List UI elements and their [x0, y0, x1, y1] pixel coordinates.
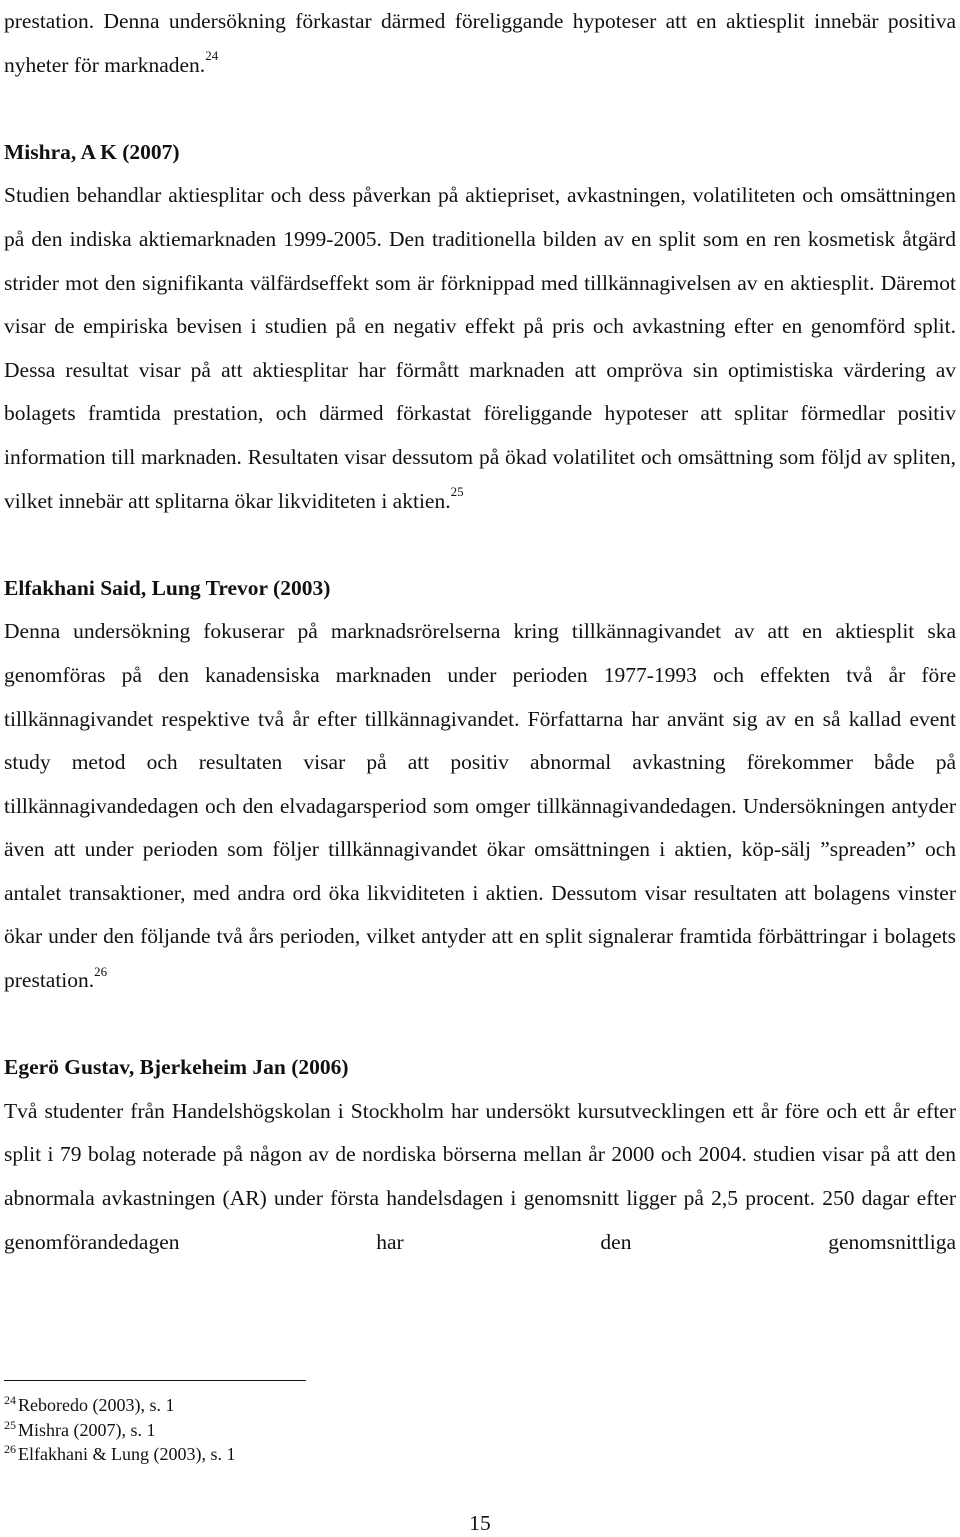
footnote-item	[4, 1442, 604, 1467]
section-heading: Elfakhani Said, Lung Trevor (2003)	[4, 575, 331, 600]
footnote-item	[4, 1393, 604, 1418]
footnote-number: 26	[4, 1442, 16, 1456]
section-paragraph	[4, 610, 956, 1002]
section-elfakhani-lung	[4, 567, 956, 1003]
footnote-ref-24: 24	[205, 48, 219, 64]
page-number: 15	[469, 1511, 491, 1535]
section-text: Två studenter från Handelshögskolan i Stockholm har undersökt kursutvecklingen ett år före och ett år efter split i 79 bolag noterade på någon av de nordiska börserna mellan år 2000 och 2004. studien visar på att den abnormala avkastningen (AR) under första handelsdagen i genomsnitt ligger på 2,5 procent. 250 dagar efter genomförandedagen har den genomsnittliga	[4, 1098, 956, 1254]
footnote-ref-25: 25	[450, 484, 464, 500]
footnote-number: 24	[4, 1393, 16, 1407]
intro-text: prestation. Denna undersökning förkastar därmed föreliggande hypoteser att en aktiesplit innebär positiva nyheter för marknaden.	[4, 9, 956, 77]
paragraph-gap	[4, 523, 956, 567]
section-mishra	[4, 131, 956, 523]
section-paragraph	[4, 1090, 956, 1264]
footnote-ref-26: 26	[94, 963, 108, 979]
footnote-text: Reboredo (2003), s. 1	[18, 1395, 175, 1415]
section-heading: Mishra, A K (2007)	[4, 139, 180, 164]
footnote-item	[4, 1418, 604, 1443]
section-paragraph	[4, 174, 956, 523]
footnote-number: 25	[4, 1417, 16, 1432]
footnote-text: Mishra (2007), s. 1	[18, 1419, 156, 1440]
intro-paragraph	[4, 0, 956, 87]
section-heading: Egerö Gustav, Bjerkeheim Jan (2006)	[4, 1055, 349, 1080]
paragraph-gap	[4, 1003, 956, 1047]
footnote-text: Elfakhani & Lung (2003), s. 1	[18, 1444, 236, 1464]
document-page	[4, 0, 956, 1264]
section-text: Denna undersökning fokuserar på marknadsrörelserna kring tillkännagivandet av att en aktiesplit ska genomföras på den kanadensiska marknaden under perioden 1977-1993 och effekten två år före tillkännagivandet respektive två år efter tillkännagivandet. Författarna har använt sig av en så kallad event study metod och resultaten visar på att positiv abnormal avkastning förekommer både på tillkännagivandedagen och den elvadagarsperiod som omger tillkännagivandedagen. Undersökningen antyder även att under perioden som följer tillkännagivandet ökar omsättningen i aktien, köp-sälj ”spreaden” och antalet transaktioner, med andra ord öka likviditeten i aktien. Dessutom visar resultaten att bolagens vinster ökar under den följande två års perioden, vilket antyder att en split signalerar framtida förbättringar i bolagets prestation.	[4, 619, 956, 993]
footnotes	[4, 1380, 604, 1467]
section-text: Studien behandlar aktiesplitar och dess påverkan på aktiepriset, avkastningen, volatiliteten och omsättningen på den indiska aktiemarknaden 1999-2005. Den traditionella bilden av en split som en ren kosmetisk åtgärd strider mot den signifikanta välfärdseffekt som är förknippad med tillkännagivelsen av en aktiesplit. Däremot visar de empiriska bevisen i studien på en negativ effekt på pris och avkastning efter en genomförd split. Dessa resultat visar på att aktiesplitar har förmått marknaden att ompröva sin optimistiska värdering av bolagets framtida prestation, och därmed förkastat föreliggande hypoteser att splitar förmedlar positiv information till marknaden. Resultaten visar dessutom på ökad volatilitet och omsättning som följd av spliten, vilket innebär att splitarna ökar likviditeten i aktien.	[4, 183, 956, 513]
section-egero-bjerkeheim	[4, 1046, 956, 1264]
footnote-separator	[4, 1380, 306, 1381]
paragraph-gap	[4, 87, 956, 131]
